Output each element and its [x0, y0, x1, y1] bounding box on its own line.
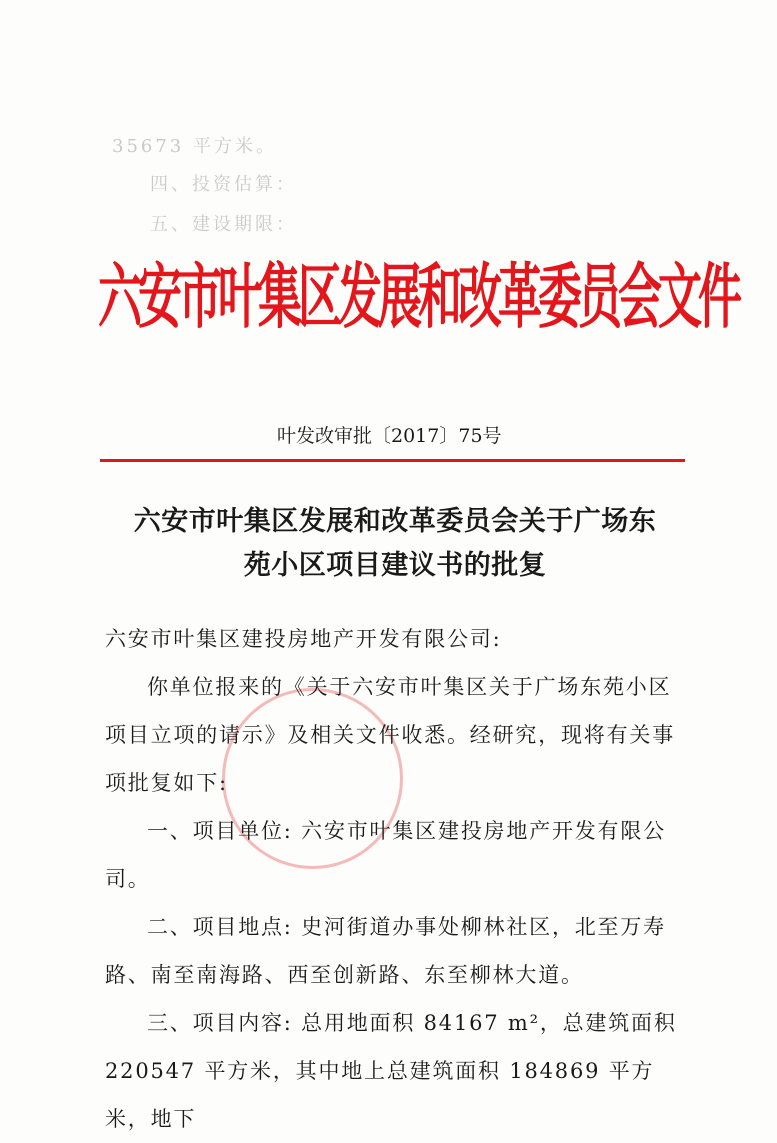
paragraph-item-3: 三、项目内容: 总用地面积 84167 m²，总建筑面积 220547 平方米，其中地上总建筑面积 184869 平方米，地下	[105, 1011, 677, 1131]
bleed-through-text: 五、建设期限：	[150, 214, 297, 235]
agency-header-title: 六安市叶集区发展和改革委员会文件	[98, 257, 738, 339]
document-number: 叶发改审批〔2017〕75号	[277, 425, 502, 447]
bleed-through-text: 四、投资估算：	[150, 174, 297, 195]
title-line-2: 苑小区项目建议书的批复	[243, 550, 547, 581]
red-divider	[100, 459, 685, 462]
paragraph-item-2: 二、项目地点: 史河街道办事处柳林社区，北至万寿路、南至南海路、西至创新路、东至柳林大道。	[105, 915, 666, 987]
paragraph-intro: 你单位报来的《关于六安市叶集区关于广场东苑小区项目立项的请示》及相关文件收悉。经研究，现将有关事项批复如下:	[105, 675, 675, 795]
document-body	[105, 615, 685, 1143]
document-title	[95, 500, 695, 588]
title-line-1: 六安市叶集区发展和改革委员会关于广场东	[133, 506, 657, 537]
addressee: 六安市叶集区建投房地产开发有限公司:	[105, 627, 502, 651]
bleed-through-text: 35673 平方米。	[112, 136, 277, 157]
paragraph-item-1: 一、项目单位: 六安市叶集区建投房地产开发有限公司。	[105, 819, 666, 891]
